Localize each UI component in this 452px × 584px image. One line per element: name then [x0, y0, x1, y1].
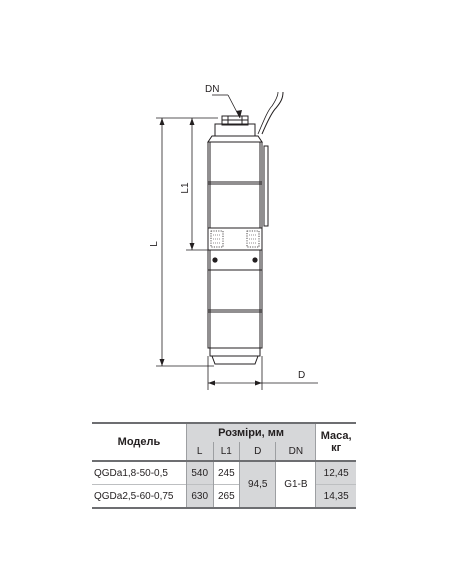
bolt-left	[212, 257, 217, 262]
table-row	[92, 485, 356, 509]
bolt-right	[252, 257, 257, 262]
dn-leader	[212, 95, 242, 118]
d-label: D	[298, 370, 306, 381]
header-l1: L1	[213, 442, 240, 461]
suction-screen	[208, 228, 262, 250]
cell-mass: 14,35	[316, 485, 356, 509]
header-dimensions: Розміри, мм	[186, 423, 315, 442]
cell-mass: 12,45	[316, 461, 356, 485]
cell-l: 540	[186, 461, 213, 485]
cell-l: 630	[186, 485, 213, 509]
header-model: Модель	[92, 423, 186, 461]
l1-label: L1	[180, 182, 191, 194]
cell-l1: 245	[213, 461, 240, 485]
l-dimension	[156, 118, 214, 366]
header-dn: DN	[276, 442, 316, 461]
pump-upper-body	[208, 142, 268, 228]
spec-table	[92, 422, 356, 509]
header-row-1	[92, 423, 356, 442]
header-mass: Маса, кг	[316, 423, 356, 461]
outlet-head	[208, 116, 262, 142]
table-row	[92, 461, 356, 485]
cell-model: QGDa1,8-50-0,5	[94, 467, 168, 479]
cell-model: QGDa2,5-60-0,75	[92, 485, 186, 509]
pump-motor-body	[208, 250, 262, 364]
header-d: D	[240, 442, 276, 461]
cell-d-shared: 94,5	[240, 461, 276, 508]
cable	[262, 92, 283, 134]
header-l: L	[186, 442, 213, 461]
cell-dn-shared: G1-B	[276, 461, 316, 508]
l-label: L	[149, 241, 160, 247]
dn-label: DN	[205, 84, 220, 95]
cell-l1: 265	[213, 485, 240, 509]
cable-inner	[258, 92, 278, 134]
